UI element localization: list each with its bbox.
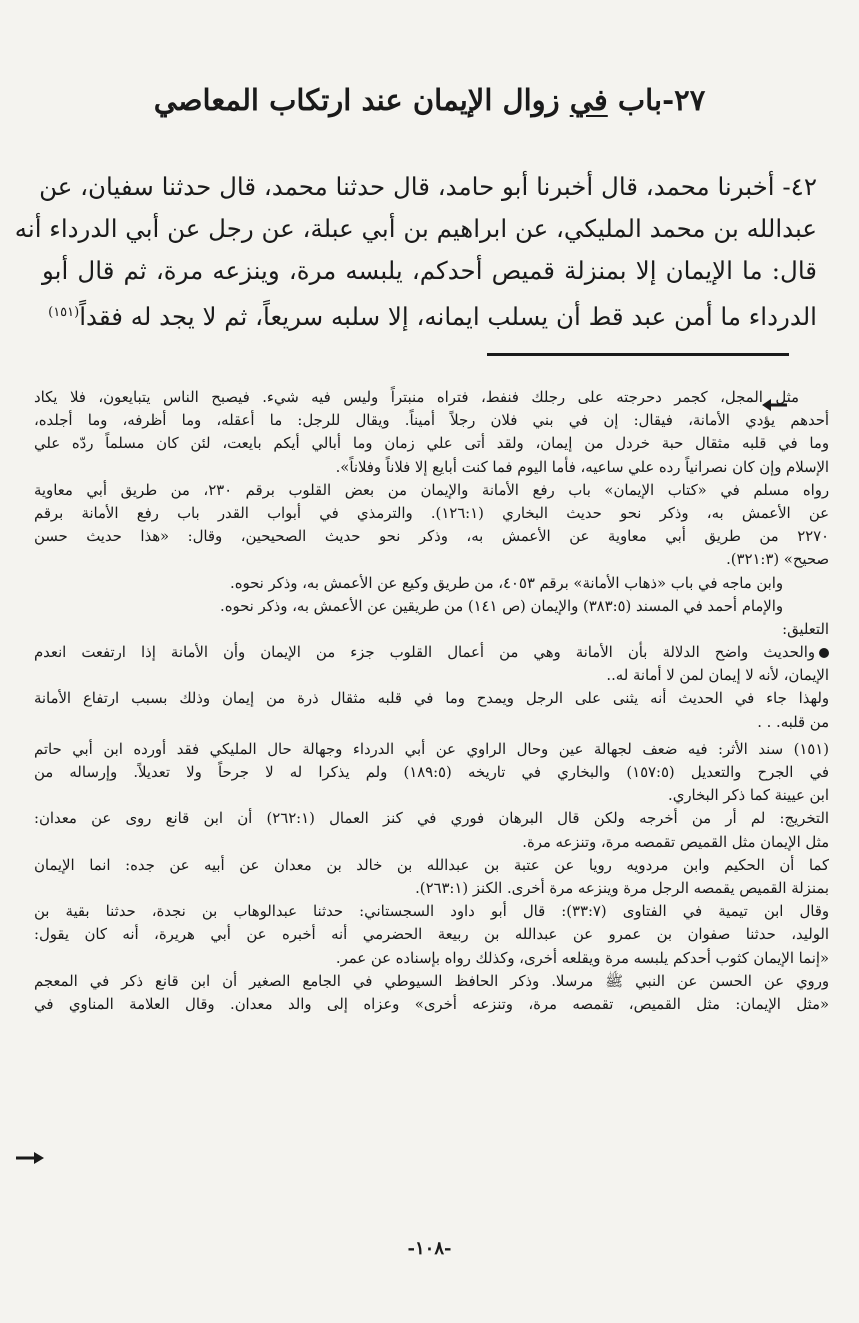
note-line: وما في قلبه مثقال حبة خردل من إيمان، ولقد أتى علي زمان وما أبالي أيكم بايعت، لئن كان مسلماً ردّه علي — [34, 435, 829, 453]
footnote-separator — [487, 353, 789, 356]
note-line: في الجرح والتعديل (١٥٧:٥) والبخاري في تاريخه (١٨٩:٥) ولم يذكرا له لا جرحاً ولا تعديلاً. وإرساله من — [34, 764, 829, 781]
note-line: ٢٢٧٠ من طريق أبي معاوية عن الأعمش به، وذكر نحو حديث الصحيحين، وقال: «هذا حديث حسن — [34, 528, 829, 546]
chapter-title — [0, 78, 859, 122]
note-line: وقال ابن تيمية في الفتاوى (٣٣:٧): قال أبو داود السجستاني: حدثنا عبدالوهاب بن نجدة، حدثنا بقية بن — [34, 903, 829, 921]
note-line: «مثل الإيمان: مثل القميص، تقمصه مرة، وتنزعه أخرى» وعزاه إلى والد معدان. وقال العلامة المناوي في — [34, 995, 829, 1013]
note-line: وروي عن الحسن عن النبي ﷺ مرسلا. وذكر الحافظ السيوطي في الجامع الصغير أن ابن قانع ذكر في المعجم — [34, 972, 829, 990]
note-line: بمنزلة القميص يقمصه الرجل مرة وينزعه مرة أخرى. الكنز (٢٦٣:١). — [415, 879, 829, 897]
note-line: صحيح» (٣٢١:٣). — [726, 551, 829, 569]
chapter-title-underlined: في — [569, 83, 608, 117]
note-line: الإيمان، لأنه لا إيمان لمن لا أمانة له.. — [606, 667, 829, 685]
hadith-line: ٤٢- أخبرنا محمد، قال أخبرنا أبو حامد، قال حدثنا محمد، قال حدثنا سفيان، عن — [39, 172, 817, 201]
continuation-arrow-icon — [16, 1151, 44, 1165]
chapter-title-rest: زوال الإيمان عند ارتكاب المعاصي — [153, 83, 570, 117]
main-hadith-text — [14, 166, 817, 334]
hadith-line: عبدالله بن محمد المليكي، عن ابراهيم بن أبي عبلة، عن رجل عن أبي الدرداء أنه — [14, 214, 817, 243]
hadith-line: قال: ما الإيمان إلا بمنزلة قميص أحدكم، يلبسه مرة، وينزعه مرة، ثم قال أبو — [42, 256, 817, 285]
note-line: مثل الإيمان مثل القميص تقمصه مرة، وتنزعه مرة. — [522, 833, 829, 851]
hadith-line-text: الدرداء ما أمن عبد قط أن يسلب ايمانه، إلا سلبه سريعاً، ثم لا يجد له فقداً — [79, 302, 817, 332]
note-line: «إنما الإيمان كثوب أحدكم يلبسه مرة ويقلعه أخرى، وكذلك رواه بإسناده عن عمر. — [335, 949, 829, 967]
note-line: الإسلام وإن كان نصرانياً رده علي ساعيه، فأما اليوم فما كنت أبايع إلا فلاناً وفلاناً». — [335, 458, 829, 476]
note-line: ولهذا جاء في الحديث أنه يثنى على الرجل ويمدح وما في قلبه مثقال ذرة من إيمان وذلك بسبب ارتفاع الأمانة — [34, 690, 829, 708]
note-line: مثل المجل، كجمر دحرجته على رجلك فنفط، فتراه منبتراً وليس فيه شيء. فيصبح الناس يتبايعون، فلا يكاد — [34, 389, 799, 406]
footnote-number: (١٥١) — [793, 740, 829, 758]
chapter-number: ٢٧- — [662, 83, 706, 117]
commentary-heading: التعليق: — [782, 620, 829, 638]
note-line: من قلبه. . . — [757, 713, 829, 731]
note-line: والحديث واضح الدلالة بأن الأمانة وهي من أعمال القلوب جزء من الإيمان وأن الأمانة إذا ارتفعت انعدم — [34, 641, 829, 664]
note-line: التخريج: لم أر من أخرجه ولكن قال البرهان فوري في كنز العمال (٢٦٢:١) أن ابن قانع روى عن معدان: — [34, 810, 829, 828]
page-number: -١٠٨- — [407, 1238, 452, 1259]
bullet-icon — [819, 648, 829, 658]
footnotes-section — [34, 386, 829, 1016]
note-line: أحدهم يؤدي الأمانة، فيقال: إن في بني فلان رجلاً أميناً. ويقال للرجل: ما أعقله، وما أظرفه، وما أجلده، — [34, 412, 829, 430]
note-line: كما أن الحكيم وابن مردويه رويا عن عتبة بن عبدالله بن خالد بن معدان عن أبيه عن جده: انما الإيمان — [34, 856, 829, 874]
footnote-151-line: (١٥١) سند الأثر: فيه ضعف لجهالة عين وحال الراوي عن أبي الدرداء وجهالة حال المليكي فقد أورده ابن أبي حاتم — [34, 740, 829, 758]
chapter-title-start: باب — [607, 83, 663, 117]
footnote-reference: (١٥١) — [48, 305, 80, 320]
note-line: والإمام أحمد في المسند (٣٨٣:٥) والإيمان (ص ١٤١) من طريقين عن الأعمش به، وذكر نحوه. — [220, 597, 783, 615]
note-line: عن الأعمش به، وذكر نحو حديث البخاري (١٢٦:١). والترمذي في أبواب القدر باب رفع الأمانة برقم — [34, 504, 829, 522]
note-line: وابن ماجه في باب «ذهاب الأمانة» برقم ٤٠٥٣، من طريق وكيع عن الأعمش به، وذكر نحوه. — [230, 574, 783, 592]
note-line: رواه مسلم في «كتاب الإيمان» باب رفع الأمانة والإيمان من بعض القلوب برقم ٢٣٠، من طريق أبي معاوية — [34, 481, 829, 499]
hadith-line — [42, 292, 817, 334]
note-line: الوليد، حدثنا صفوان بن عمرو عن عبدالله بن ربيعة الحضرمي أنه أخبره عن أبي هريرة، أنه كان يقول: — [34, 926, 829, 944]
note-line: ابن عيينة كما ذكر البخاري. — [668, 787, 829, 805]
